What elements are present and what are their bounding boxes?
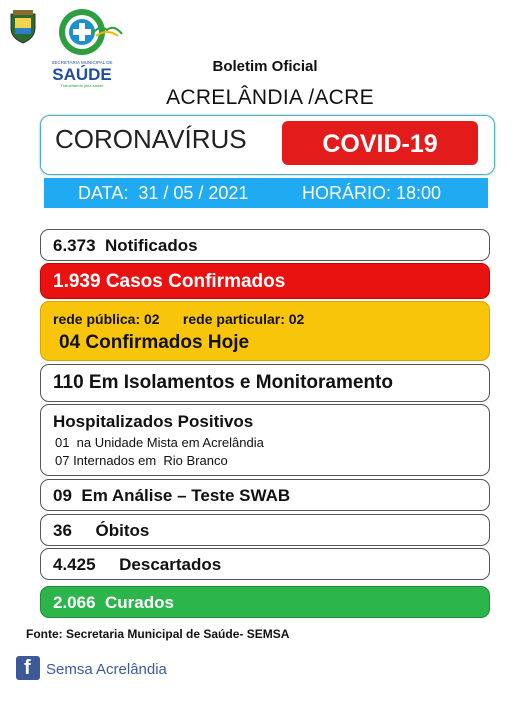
cured-box <box>40 586 490 618</box>
swab-analysis-box <box>40 479 490 511</box>
swab-analysis-text: 09 Em Análise – Teste SWAB <box>53 486 291 505</box>
hospitalized-title: Hospitalizados Positivos <box>53 412 254 431</box>
notified-box <box>40 229 490 261</box>
svg-text:Trabalhando pela saúde: Trabalhando pela saúde <box>60 83 104 88</box>
hospitalized-box <box>40 404 490 476</box>
date-bar <box>44 178 488 208</box>
time-label: HORÁRIO: 18:00 <box>302 183 442 203</box>
coronavirus-label: CORONAVÍRUS <box>55 124 247 154</box>
facebook-icon[interactable]: f <box>16 656 40 680</box>
deaths-text: 36 Óbitos <box>53 521 150 540</box>
covid-badge-label: COVID-19 <box>322 130 438 158</box>
notified-text: 6.373 Notificados <box>53 236 198 255</box>
bulletin-title: Boletim Oficial <box>212 58 318 75</box>
cured-text: 2.066 Curados <box>53 593 174 612</box>
location-title: ACRELÂNDIA /ACRE <box>166 86 374 109</box>
svg-text:SAÚDE: SAÚDE <box>52 65 112 84</box>
covid-badge <box>282 121 478 165</box>
confirmed-today-box <box>40 301 490 361</box>
coronavirus-banner <box>40 115 495 175</box>
network-breakdown-text: rede pública: 02 rede particular: 02 <box>53 311 305 327</box>
municipal-crest-icon <box>8 10 38 44</box>
deaths-box <box>40 514 490 546</box>
discarded-text: 4.425 Descartados <box>53 555 222 574</box>
hospitalized-riobranco-text: 07 Internados em Rio Branco <box>55 453 228 468</box>
facebook-page-link[interactable]: Semsa Acrelândia <box>46 661 167 678</box>
discarded-box <box>40 548 490 580</box>
confirmed-text: 1.939 Casos Confirmados <box>53 271 286 292</box>
source-note: Fonte: Secretaria Municipal de Saúde- SEMSA <box>26 627 290 641</box>
hospitalized-local-text: 01 na Unidade Mista em Acrelândia <box>55 435 264 450</box>
confirmed-box <box>40 263 490 299</box>
isolation-text: 110 Em Isolamentos e Monitoramento <box>53 372 393 393</box>
date-label: DATA: 31 / 05 / 2021 <box>78 183 249 203</box>
isolation-box <box>40 364 490 402</box>
partner-logo <box>90 22 124 40</box>
saude-logo <box>44 6 120 92</box>
svg-text:SECRETARIA MUNICIPAL DE: SECRETARIA MUNICIPAL DE <box>51 60 113 65</box>
confirmed-today-text: 04 Confirmados Hoje <box>59 332 250 353</box>
